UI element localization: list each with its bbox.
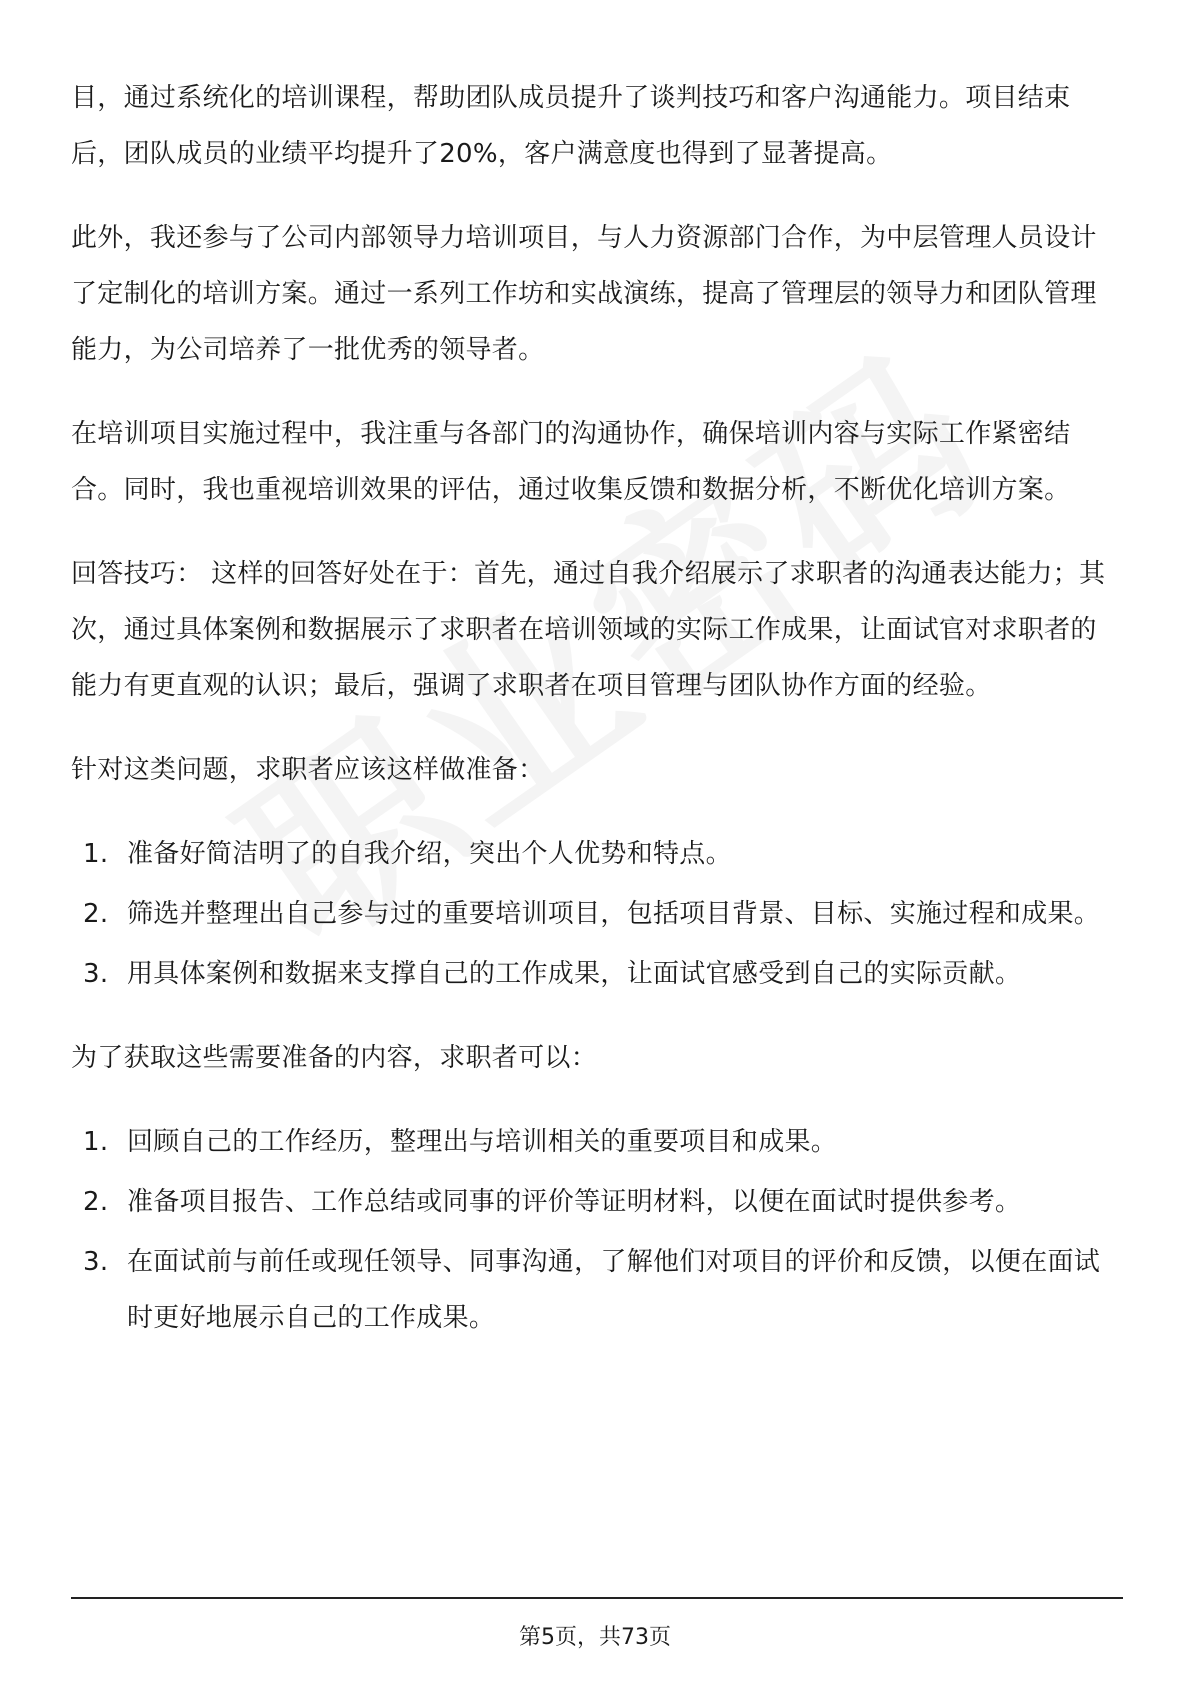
list-item <box>71 946 1121 1002</box>
list-item-text: 准备项目报告、工作总结或同事的评价等证明材料，以便在面试时提供参考。 <box>127 1187 1022 1217</box>
list-item <box>71 886 1121 942</box>
list-number: 1. <box>83 1127 109 1157</box>
preparation-list <box>71 826 1121 1002</box>
list-number: 3. <box>83 1247 109 1277</box>
paragraph-implementation: 在培训项目实施过程中，我注重与各部门的沟通协作，确保培训内容与实际工作紧密结合。同时，我也重视培训效果的评估，通过收集反馈和数据分析，不断优化培训方案。 <box>71 419 1071 505</box>
list-number: 1. <box>83 839 109 869</box>
gathering-list <box>71 1114 1121 1346</box>
document-body <box>71 70 1121 1374</box>
list-item <box>71 826 1121 882</box>
paragraph-preparation-intro: 针对这类问题，求职者应该这样做准备： <box>71 755 545 785</box>
list-number: 2. <box>83 899 109 929</box>
list-item <box>71 1114 1121 1170</box>
list-item-text: 筛选并整理出自己参与过的重要培训项目，包括项目背景、目标、实施过程和成果。 <box>127 899 1101 929</box>
list-number: 3. <box>83 959 109 989</box>
paragraph-gathering-intro: 为了获取这些需要准备的内容，求职者可以： <box>71 1043 598 1073</box>
list-item-text: 在面试前与前任或现任领导、同事沟通，了解他们对项目的评价和反馈，以便在面试时更好地展示自己的工作成果。 <box>127 1247 1101 1333</box>
paragraph-answer-tips: 回答技巧： 这样的回答好处在于：首先，通过自我介绍展示了求职者的沟通表达能力；其次，通过具体案例和数据展示了求职者在培训领域的实际工作成果，让面试官对求职者的能力有更直观的认识；最后，强调了求职者在项目管理与团队协作方面的经验。 <box>71 559 1106 701</box>
list-item <box>71 1174 1121 1230</box>
paragraph-leadership-training: 此外，我还参与了公司内部领导力培训项目，与人力资源部门合作，为中层管理人员设计了定制化的培训方案。通过一系列工作坊和实战演练，提高了管理层的领导力和团队管理能力，为公司培养了一批优秀的领导者。 <box>71 223 1097 365</box>
list-item-text: 回顾自己的工作经历，整理出与培训相关的重要项目和成果。 <box>127 1127 838 1157</box>
list-item-text: 准备好简洁明了的自我介绍，突出个人优势和特点。 <box>127 839 732 869</box>
paragraph-project-result: 目，通过系统化的培训课程，帮助团队成员提升了谈判技巧和客户沟通能力。项目结束后，团队成员的业绩平均提升了20%，客户满意度也得到了显著提高。 <box>71 83 1071 169</box>
page-number: 第5页，共73页 <box>519 1625 671 1650</box>
list-item-text: 用具体案例和数据来支撑自己的工作成果，让面试官感受到自己的实际贡献。 <box>127 959 1022 989</box>
footer-divider <box>71 1597 1123 1599</box>
list-item <box>71 1234 1121 1346</box>
list-number: 2. <box>83 1187 109 1217</box>
